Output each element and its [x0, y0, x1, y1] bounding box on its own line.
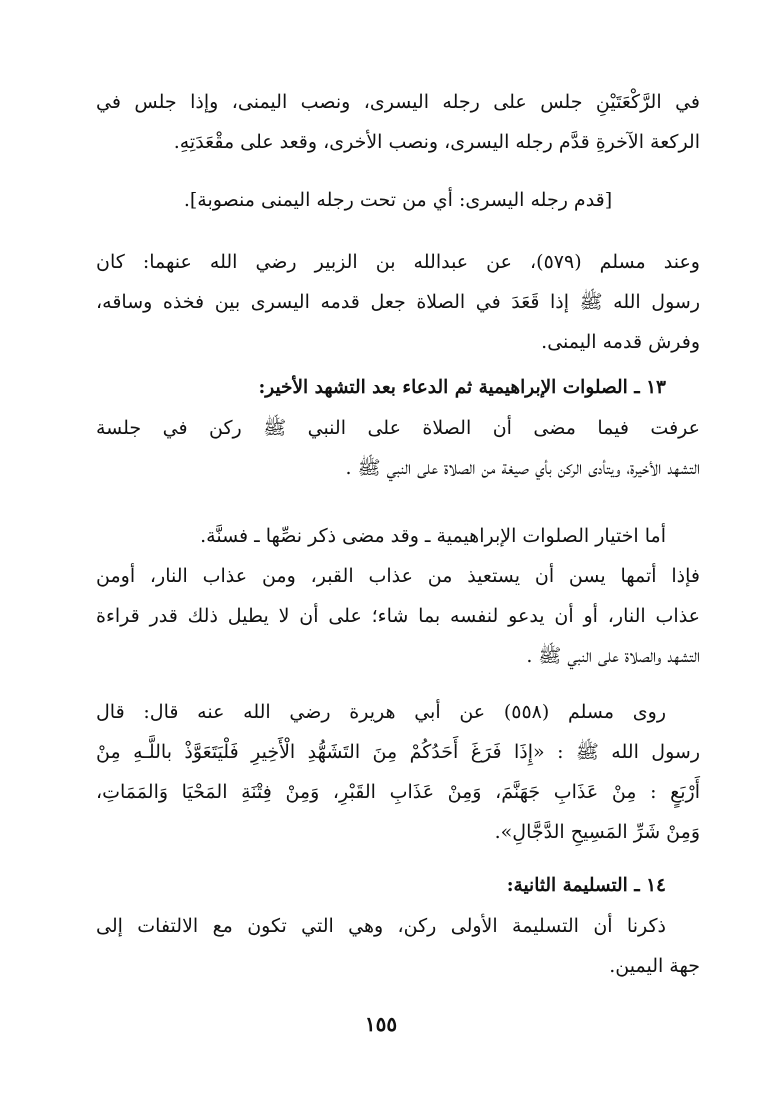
section-heading: ١٤ ـ التسليمة الثانية: — [506, 875, 666, 896]
paragraph-3 — [96, 408, 700, 488]
text-line: رسول الله ﷺ : «إِذَا فَرَغَ أَحَدُكُمْ مِنَ التَشَهُّدِ الْأَخِيرِ فَلْيَتَعَوَّذْ باللَّـهِ مِنْ — [96, 741, 700, 763]
text-line: التشهد الأخيرة، ويتأدى الركن بأي صيغة من الصلاة على النبي ﷺ . — [345, 457, 700, 479]
text-line: الركعة الآخرةِ قدَّم رجله اليسرى، ونصب الأخرى، وقعد على مقْعَدَتِهِ. — [173, 131, 700, 153]
paragraph-4 — [96, 516, 700, 676]
section-heading: ١٣ ـ الصلوات الإبراهيمية ثم الدعاء بعد التشهد الأخير: — [258, 377, 666, 398]
text-line: ذكرنا أن التسليمة الأولى ركن، وهي التي تكون مع الالتفات إلى — [96, 915, 666, 937]
text-line: في الرَّكْعَتَيْنِ جلس على رجله اليسرى، ونصب اليمنى، وإذا جلس في — [96, 91, 700, 113]
text-line: التشهد والصلاة على النبي ﷺ . — [526, 645, 700, 667]
paragraph-5-hadith — [96, 692, 700, 852]
paragraph-6 — [96, 906, 700, 986]
text-line: وَمِنْ شَرِّ المَسِيحِ الدَّجَّالِ». — [494, 821, 700, 843]
text-line: رسول الله ﷺ إذا قَعَدَ في الصلاة جعل قدمه اليسرى بين فخذه وساقه، — [96, 291, 700, 313]
text-line: روى مسلم (٥٥٨) عن أبي هريرة رضي الله عنه قال: قال — [96, 701, 666, 723]
text-line: وفرش قدمه اليمنى. — [541, 331, 700, 353]
text-line: فإذا أتمها يسن أن يستعيذ من عذاب القبر، ومن عذاب النار، أومن — [96, 565, 700, 587]
page-number: ١٥٥ — [364, 1012, 398, 1036]
text-line: وعند مسلم (٥٧٩)، عن عبدالله بن الزبير رضي الله عنهما: كان — [96, 251, 700, 273]
text-line: أَرْبَعٍ : مِنْ عَذَابِ جَهَنَّمَ، وَمِنْ عَذَابِ القَبْرِ، وَمِنْ فِتْنَةِ المَحْيَا وَالمَمَاتِ، — [96, 781, 700, 803]
text-line: عرفت فيما مضى أن الصلاة على النبي ﷺ ركن في جلسة — [96, 417, 700, 439]
text-line: جهة اليمين. — [609, 955, 700, 977]
paragraph-1 — [96, 82, 700, 162]
text-line: [قدم رجله اليسرى: أي من تحت رجله اليمنى منصوبة]. — [183, 189, 613, 211]
section-heading-14 — [96, 866, 700, 906]
paragraph-2 — [96, 242, 700, 362]
bracket-note — [96, 180, 700, 220]
text-line: عذاب النار، أو أن يدعو لنفسه بما شاء؛ على أن لا يطيل ذلك قدر قراءة — [96, 605, 700, 627]
section-heading-13 — [96, 368, 700, 408]
text-line: أما اختيار الصلوات الإبراهيمية ـ وقد مضى ذكر نصِّها ـ فسنَّة. — [200, 525, 666, 547]
